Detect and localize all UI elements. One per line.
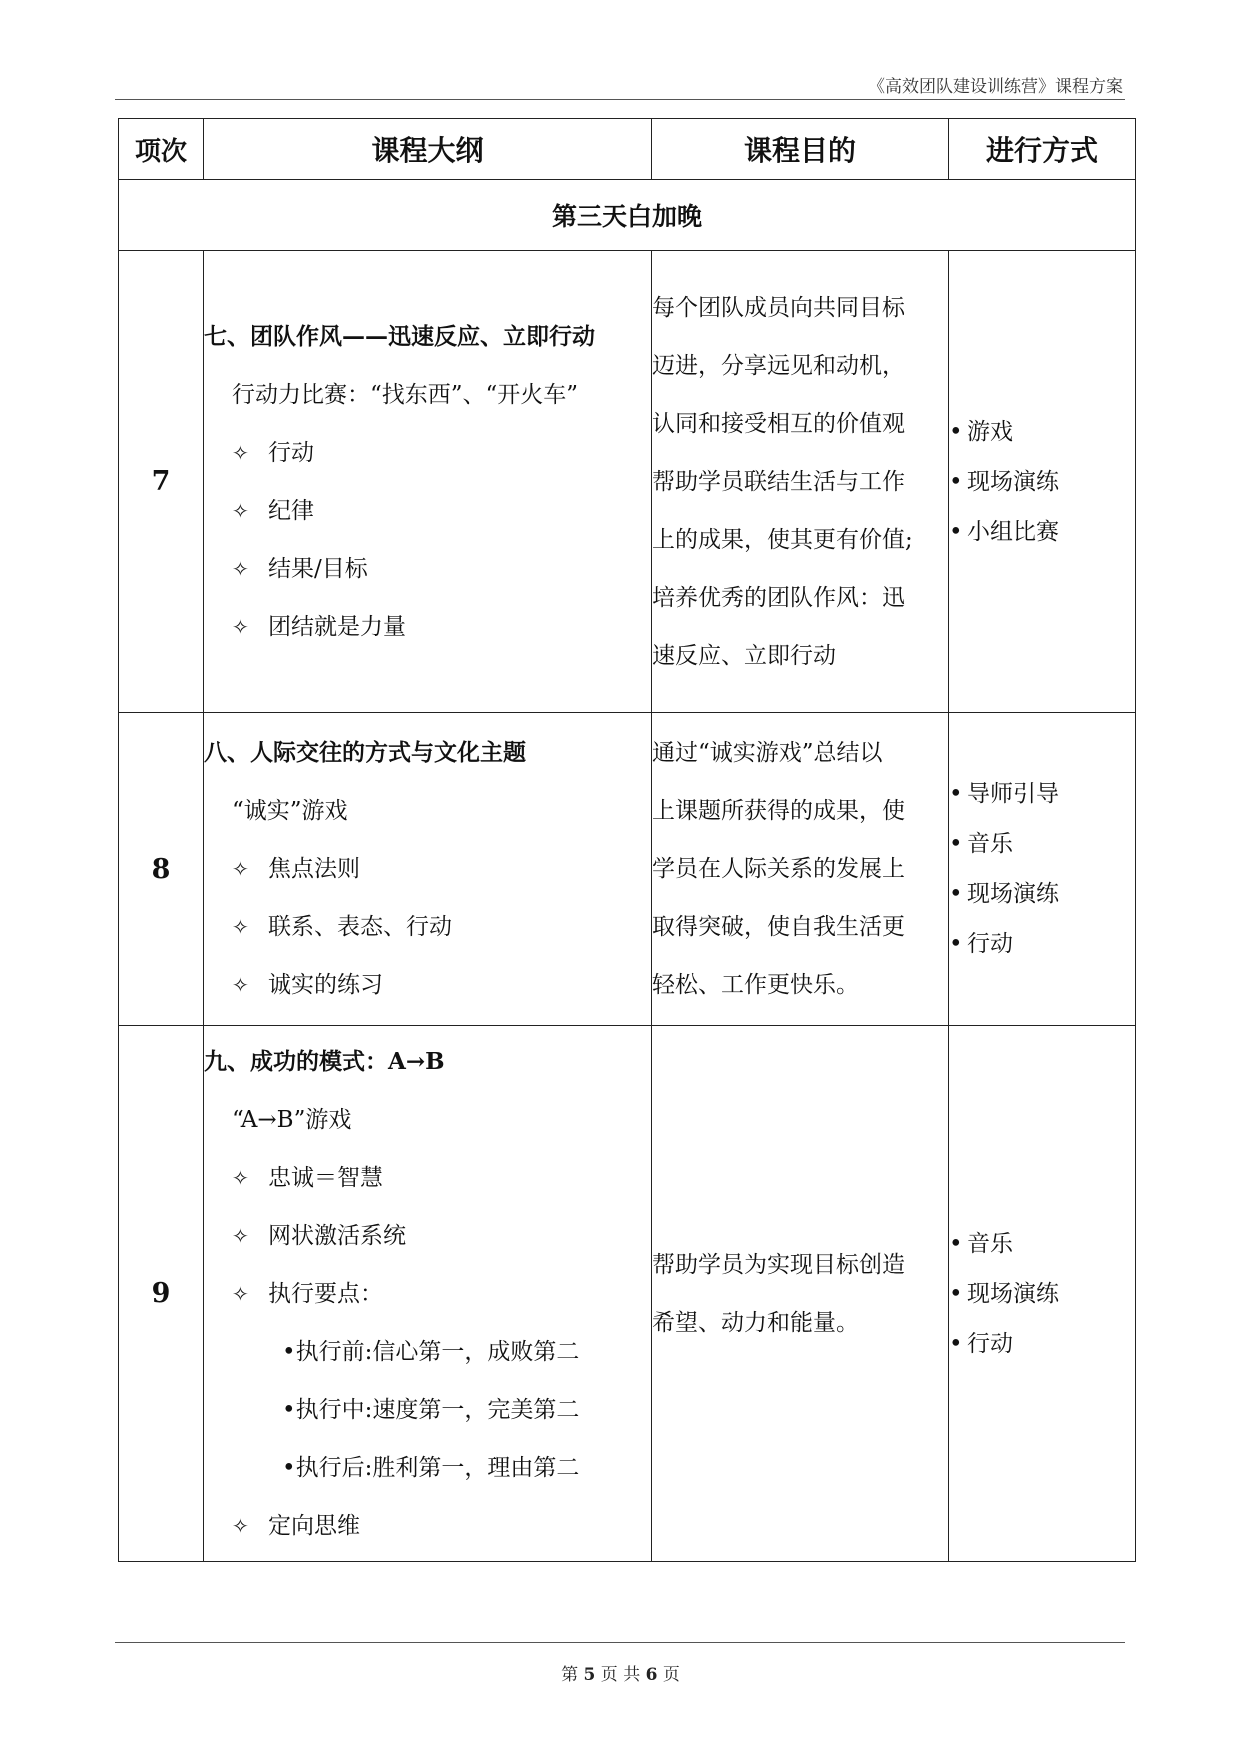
table-row xyxy=(119,1026,1136,1562)
purpose-line: 希望、动力和能量。 xyxy=(652,1309,859,1336)
outline-item: ✧ 忠诚＝智慧 xyxy=(204,1149,651,1207)
outline-title: 七、团队作风——迅速反应、立即行动 xyxy=(204,322,595,350)
bullet-icon: • xyxy=(949,418,963,445)
outline-title: 八、人际交往的方式与文化主题 xyxy=(204,739,526,766)
outline-cell xyxy=(204,1026,652,1562)
outline-item: ✧ 焦点法则 xyxy=(204,840,651,898)
method-item: • 音乐 xyxy=(949,819,1135,869)
header-purpose: 课程目的 xyxy=(652,119,949,180)
row-number: 9 xyxy=(119,1026,204,1562)
method-item: • 游戏 xyxy=(949,407,1135,457)
bullet-icon: • xyxy=(949,1280,963,1307)
course-table xyxy=(118,118,1136,1562)
purpose-line: 学员在人际关系的发展上 xyxy=(652,856,905,882)
method-item: • 小组比赛 xyxy=(949,507,1135,557)
outline-subitem: •执行中:速度第一，完美第二 xyxy=(282,1396,580,1423)
purpose-cell xyxy=(652,251,949,713)
purpose-line: 认同和接受相互的价值观 xyxy=(652,410,905,437)
outline-item: ✧ 行动 xyxy=(204,424,651,482)
diamond-star-icon: ✧ xyxy=(232,915,249,939)
bullet-icon: • xyxy=(949,1230,963,1257)
section-row xyxy=(119,180,1136,251)
outline-item: ✧ 诚实的练习 xyxy=(204,956,651,1014)
outline-item: ✧ 联系、表态、行动 xyxy=(204,898,651,956)
purpose-line: 通过“诚实游戏”总结以 xyxy=(652,740,883,766)
bullet-icon: • xyxy=(949,781,963,807)
purpose-cell xyxy=(652,713,949,1026)
bullet-icon: • xyxy=(949,831,963,857)
purpose-line: 迈进，分享远见和动机， xyxy=(652,352,905,379)
method-item: • 行动 xyxy=(949,919,1135,969)
bullet-icon: • xyxy=(949,931,963,957)
purpose-line: 培养优秀的团队作风：迅 xyxy=(652,584,905,611)
purpose-cell xyxy=(652,1026,949,1562)
diamond-star-icon: ✧ xyxy=(232,1223,249,1248)
diamond-star-icon: ✧ xyxy=(232,857,249,881)
document-header-title: 《高效团队建设训练营》课程方案 xyxy=(868,77,1123,97)
outline-subitem: •执行前:信心第一，成败第二 xyxy=(282,1338,580,1365)
diamond-star-icon: ✧ xyxy=(232,1513,249,1538)
method-item: • 现场演练 xyxy=(949,1269,1135,1319)
diamond-star-icon: ✧ xyxy=(232,556,249,581)
method-item: • 音乐 xyxy=(949,1219,1135,1269)
bullet-icon: • xyxy=(949,881,963,907)
purpose-line: 轻松、工作更快乐。 xyxy=(652,972,859,998)
header-no: 项次 xyxy=(119,119,204,180)
bullet-icon: • xyxy=(949,518,963,545)
diamond-star-icon: ✧ xyxy=(232,1165,249,1190)
method-cell xyxy=(949,1026,1136,1562)
outline-subtitle: 行动力比赛：“找东西”、“开火车” xyxy=(232,381,579,408)
outline-item: ✧ 执行要点： xyxy=(204,1265,651,1323)
table-row xyxy=(119,251,1136,713)
bullet-icon: • xyxy=(949,1330,963,1357)
outline-cell xyxy=(204,713,652,1026)
outline-item: ✧ 结果/目标 xyxy=(204,540,651,598)
section-title: 第三天白加晚 xyxy=(119,180,1136,251)
page-number: 第 5 页 共 6 页 xyxy=(561,1665,680,1685)
header-method: 进行方式 xyxy=(949,119,1136,180)
header-outline: 课程大纲 xyxy=(204,119,652,180)
purpose-line: 上课题所获得的成果，使 xyxy=(652,798,905,824)
diamond-star-icon: ✧ xyxy=(232,973,249,997)
purpose-line: 帮助学员联结生活与工作 xyxy=(652,468,905,495)
outline-subtitle: “A→B”游戏 xyxy=(232,1106,352,1133)
diamond-star-icon: ✧ xyxy=(232,498,249,523)
purpose-line: 每个团队成员向共同目标 xyxy=(652,294,905,321)
method-item: • 行动 xyxy=(949,1319,1135,1369)
method-cell xyxy=(949,251,1136,713)
outline-subtitle: “诚实”游戏 xyxy=(232,798,348,824)
outline-item: ✧ 定向思维 xyxy=(204,1497,651,1555)
outline-subitem: •执行后:胜利第一，理由第二 xyxy=(282,1454,580,1481)
footer-divider xyxy=(115,1642,1125,1643)
method-item: • 现场演练 xyxy=(949,869,1135,919)
diamond-star-icon: ✧ xyxy=(232,614,249,639)
outline-item: ✧ 网状激活系统 xyxy=(204,1207,651,1265)
row-number: 8 xyxy=(119,713,204,1026)
diamond-star-icon: ✧ xyxy=(232,440,249,465)
outline-cell xyxy=(204,251,652,713)
outline-title: 九、成功的模式：A→B xyxy=(204,1047,445,1075)
table-header-row xyxy=(119,119,1136,180)
method-item: • 导师引导 xyxy=(949,769,1135,819)
header-divider xyxy=(115,99,1125,100)
purpose-line: 速反应、立即行动 xyxy=(652,642,836,669)
bullet-icon: • xyxy=(949,468,963,495)
purpose-line: 取得突破，使自我生活更 xyxy=(652,914,905,940)
outline-item: ✧ 纪律 xyxy=(204,482,651,540)
purpose-line: 上的成果，使其更有价值; xyxy=(652,526,913,553)
table-row xyxy=(119,713,1136,1026)
row-number: 7 xyxy=(119,251,204,713)
diamond-star-icon: ✧ xyxy=(232,1281,249,1306)
purpose-line: 帮助学员为实现目标创造 xyxy=(652,1251,905,1278)
method-cell xyxy=(949,713,1136,1026)
method-item: • 现场演练 xyxy=(949,457,1135,507)
outline-item: ✧ 团结就是力量 xyxy=(204,598,651,656)
